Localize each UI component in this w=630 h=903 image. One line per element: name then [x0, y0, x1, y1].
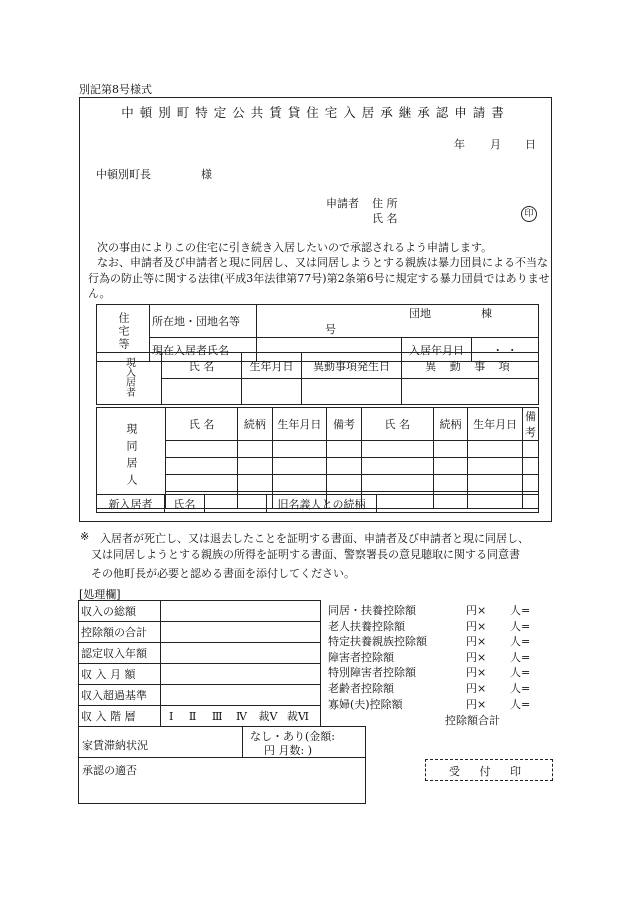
- deduction-yen[interactable]: 円×: [466, 682, 487, 695]
- relation-value[interactable]: [377, 495, 539, 513]
- resident-section-cell: [97, 353, 162, 405]
- deduction-sum-value[interactable]: [161, 622, 321, 643]
- new-resident-label: 新入居者: [97, 495, 165, 513]
- cohab-header-name-2: 氏 名: [361, 408, 433, 441]
- relation-label: 旧名義人との続柄: [267, 495, 377, 513]
- request-statement: 次の事由によりこの住宅に引き続き入居したいので承認されるよう申請します。: [97, 241, 493, 254]
- cell[interactable]: [327, 475, 361, 492]
- income-total-value[interactable]: [161, 601, 321, 622]
- cell[interactable]: [166, 475, 238, 492]
- resident-header-name: 氏 名: [162, 353, 242, 379]
- table-row: [79, 664, 321, 685]
- cell[interactable]: [523, 475, 539, 492]
- applicant-label: 申請者: [326, 197, 359, 210]
- resident-header-change-date: 異動事項発生日: [302, 353, 402, 379]
- resident-header-change-item: 異 動 事 項: [402, 353, 539, 379]
- table-row: [79, 706, 321, 727]
- resident-change-item-value[interactable]: [402, 379, 539, 405]
- deduction-yen[interactable]: 円×: [466, 619, 487, 633]
- seal-mark: 印: [521, 206, 537, 222]
- class-option[interactable]: 裁Ⅵ: [286, 710, 309, 723]
- cell[interactable]: [238, 475, 272, 492]
- class-option[interactable]: Ⅰ: [169, 710, 174, 723]
- deduction-label: 同居・扶養控除額: [328, 604, 416, 617]
- cell[interactable]: [166, 458, 238, 475]
- deduction-label: 寡婦(夫)控除額: [328, 697, 403, 711]
- cell[interactable]: [433, 458, 467, 475]
- class-option[interactable]: Ⅲ: [211, 710, 223, 723]
- cell[interactable]: [327, 458, 361, 475]
- applicant-name-label: 氏 名: [372, 212, 398, 225]
- deduction-label: 老人扶養控除額: [328, 619, 405, 633]
- annual-income-value[interactable]: [161, 643, 321, 664]
- rent-arrears-label: 家賃滞納状況: [82, 739, 148, 752]
- new-resident-table: [96, 494, 539, 513]
- class-option[interactable]: Ⅱ: [188, 710, 197, 723]
- cell[interactable]: [468, 475, 523, 492]
- go-label: 号: [325, 323, 336, 336]
- deduction-person[interactable]: 人=: [510, 666, 531, 680]
- rent-arrears-value-2[interactable]: 円 月数: ): [264, 744, 312, 757]
- cell[interactable]: [468, 458, 523, 475]
- processing-label: [処理欄]: [79, 588, 121, 601]
- monthly-income-label: 収 入 月 額: [79, 664, 161, 685]
- class-option[interactable]: Ⅳ: [235, 710, 247, 723]
- cell[interactable]: [272, 475, 327, 492]
- deduction-yen[interactable]: 円×: [466, 635, 487, 649]
- cohab-header-notes-1: 備考: [327, 408, 361, 441]
- cohab-header-birthdate-2: 生年月日: [468, 408, 523, 441]
- cell[interactable]: [327, 441, 361, 458]
- cohab-header-name-1: 氏 名: [166, 408, 238, 441]
- table-row: [79, 601, 321, 622]
- danchi-label: 団地: [409, 307, 431, 320]
- cell[interactable]: [361, 475, 433, 492]
- cell[interactable]: [433, 441, 467, 458]
- table-row: [79, 622, 321, 643]
- note-line-1: 入居者が死亡し、又は退去したことを証明する書面、申請者及び申請者と現に同居し、: [100, 532, 529, 545]
- arrears-divider: [242, 726, 243, 758]
- income-total-label: 収入の総額: [79, 601, 161, 622]
- cohab-header-notes-2: 備考: [523, 408, 539, 441]
- resident-section-label: 現入居者: [123, 357, 135, 397]
- rent-arrears-value-1[interactable]: なし・あり(金額:: [250, 730, 335, 743]
- table-row: [79, 685, 321, 706]
- deduction-yen[interactable]: 円×: [466, 697, 487, 711]
- deduction-yen[interactable]: 円×: [466, 604, 487, 617]
- cell[interactable]: [523, 458, 539, 475]
- deduction-person[interactable]: 人=: [510, 619, 531, 633]
- document-title: 中頓別町特定公共賃貸住宅入居承継承認申請書: [121, 105, 510, 120]
- excess-standard-value[interactable]: [161, 685, 321, 706]
- cell[interactable]: [238, 458, 272, 475]
- location-label: 所在地・団地名等: [150, 305, 257, 338]
- location-value[interactable]: [257, 305, 539, 338]
- new-resident-name-label: 氏名: [165, 495, 205, 513]
- housing-section-label: 住宅等: [117, 312, 130, 351]
- deduction-total: 控除額合計: [445, 714, 500, 727]
- cell[interactable]: [468, 441, 523, 458]
- resident-name-value[interactable]: [162, 379, 242, 405]
- annual-income-label: 認定収入年額: [79, 643, 161, 664]
- resident-change-date-value[interactable]: [302, 379, 402, 405]
- income-table: [78, 600, 321, 727]
- approval-label: 承認の適否: [82, 764, 137, 777]
- deduction-label: 特定扶養親族控除額: [328, 635, 427, 649]
- excess-standard-label: 収入超過基準: [79, 685, 161, 706]
- income-class-options[interactable]: [161, 706, 321, 727]
- cohab-header-relation-1: 続柄: [238, 408, 272, 441]
- moved-in-value[interactable]: ・ ・: [472, 338, 539, 362]
- note-line-3: その他町長が必要と認める書面を添付してください。: [91, 567, 355, 580]
- new-resident-name-value[interactable]: [205, 495, 267, 513]
- cell[interactable]: [523, 441, 539, 458]
- deduction-sum-label: 控除額の合計: [79, 622, 161, 643]
- deduction-person[interactable]: 人=: [510, 697, 531, 711]
- cohabitants-section-label: 現同居人: [125, 422, 138, 491]
- income-class-label: 収 入 階 層: [79, 706, 161, 727]
- class-option[interactable]: 裁Ⅴ: [258, 710, 278, 723]
- cell[interactable]: [361, 441, 433, 458]
- cell[interactable]: [272, 458, 327, 475]
- resident-header-birthdate: 生年月日: [242, 353, 302, 379]
- resident-birthdate-value[interactable]: [242, 379, 302, 405]
- cohab-header-birthdate-1: 生年月日: [272, 408, 327, 441]
- deduction-yen[interactable]: 円×: [466, 666, 487, 680]
- note-mark: ※: [80, 530, 90, 543]
- applicant-address-label: 住 所: [372, 197, 398, 210]
- addressee-honorific: 様: [201, 168, 212, 181]
- deduction-yen[interactable]: 円×: [466, 650, 487, 664]
- deduction-person[interactable]: 人=: [510, 682, 531, 695]
- table-row: [79, 643, 321, 664]
- reception-stamp: 受 付 印: [449, 765, 529, 778]
- note-line-2: 又は同居しようとする親族の所得を証明する書面、警察署長の意見聴取に関する同意書: [91, 548, 520, 561]
- date-year: 年: [454, 138, 465, 151]
- current-resident-label: 現在入居者氏名: [150, 338, 257, 362]
- addressee-name: 中頓別町長: [96, 168, 151, 181]
- monthly-income-value[interactable]: [161, 664, 321, 685]
- mune-label: 棟: [481, 307, 492, 320]
- deduction-label: 老齢者控除額: [328, 682, 394, 695]
- cell[interactable]: [361, 458, 433, 475]
- antisocial-declaration: なお、申請者及び申請者と現に同居し、又は同居しようとする親族は暴力団員による不当な行為の防止等に関する法律(平成3年法律第77号)第2条第6号に規定する暴力団員ではありません。: [88, 256, 550, 300]
- moved-in-label: 入居年月日: [402, 338, 472, 362]
- cohab-header-relation-2: 続柄: [433, 408, 467, 441]
- cell[interactable]: [433, 475, 467, 492]
- date-month: 月: [490, 138, 501, 151]
- cell[interactable]: [238, 441, 272, 458]
- date-day: 日: [525, 138, 536, 151]
- deduction-person[interactable]: 人=: [510, 650, 531, 664]
- deduction-person[interactable]: 人=: [510, 635, 531, 649]
- deduction-label: 障害者控除額: [328, 650, 394, 664]
- resident-table: [96, 352, 539, 405]
- deduction-label: 特別障害者控除額: [328, 666, 416, 680]
- form-label: 別記第8号様式: [79, 83, 152, 96]
- cell[interactable]: [272, 441, 327, 458]
- deduction-person[interactable]: 人=: [510, 604, 531, 617]
- cell[interactable]: [166, 441, 238, 458]
